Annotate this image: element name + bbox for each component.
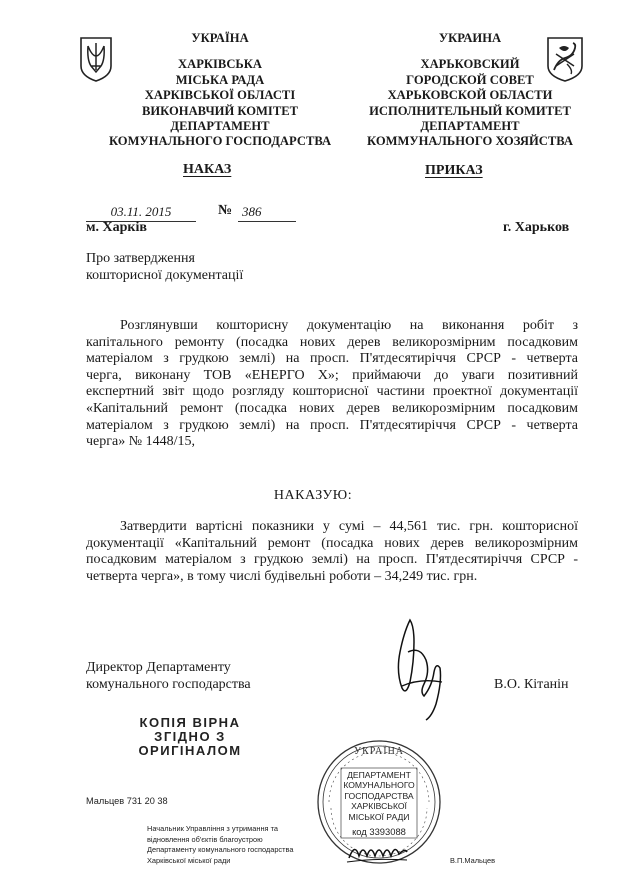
header-right-line: КОММУНАЛЬНОГО ХОЗЯЙСТВА — [367, 134, 573, 149]
signatory-name: В.О. Кітанін — [494, 677, 569, 692]
copy-stamp-line: ЗГІДНО З — [154, 729, 226, 744]
order-line: Затвердити вартісні показники у сумі – 44,561 тис. грн. кошторисної — [120, 519, 578, 534]
subject — [86, 250, 243, 284]
seal-inner-line: ДЕПАРТАМЕНТ — [347, 770, 411, 780]
seal-inner-text — [341, 770, 417, 822]
certifier-position-line: Начальник Управління з утримання та — [147, 824, 279, 833]
preamble-paragraph — [86, 318, 578, 451]
seal-inner-line: КОМУНАЛЬНОГО — [343, 780, 415, 791]
subject-line: кошторисної документації — [86, 268, 244, 283]
preamble-line: «Капітальний ремонт (посадка нових дерев великорозмірним посадковим — [86, 400, 578, 416]
order-line: посадковим матеріалом з грудкою землі) на просп. П'ятдесятиріччя СРСР - — [86, 552, 578, 568]
certifier-position-line: Харківської міської ради — [147, 855, 231, 865]
header-right-line: ДЕПАРТАМЕНТ — [420, 119, 520, 134]
seal-ring-text: УКРАЇНА — [353, 746, 405, 757]
certifier-name: В.П.Мальцев — [450, 856, 496, 865]
header-left-line: ХАРКІВСЬКА — [178, 57, 262, 72]
certifier-position-line: відновлення об'єктів благоустрою — [147, 834, 263, 844]
header-right — [350, 31, 590, 150]
header-right-country: УКРАИНА — [438, 31, 502, 45]
city-right: г. Харьков — [503, 220, 570, 235]
seal-inner-line: ХАРКІВСЬКОЇ — [351, 801, 407, 812]
handwritten-signature — [380, 612, 460, 724]
seal-code: код 3393088 — [352, 826, 406, 837]
header-left-line: МІСЬКА РАДА — [175, 72, 265, 87]
header-left-country: УКРАЇНА — [191, 31, 249, 45]
header-left-line: КОМУНАЛЬНОГО ГОСПОДАРСТВА — [108, 134, 332, 149]
doc-type-right: ПРИКАЗ — [425, 163, 483, 178]
order-paragraph — [86, 519, 578, 585]
header-right-line: ХАРЬКОВСКИЙ — [420, 57, 520, 72]
signatory-position-line: Директор Департаменту — [86, 660, 231, 675]
certifier-position — [147, 824, 322, 866]
preamble-line: експертний звіт щодо розгляду кошторисної частини проектної документації — [86, 384, 578, 400]
copy-stamp-line: КОПІЯ ВІРНА — [139, 715, 241, 730]
order-number-label: № — [218, 203, 233, 218]
certifier-signature — [345, 838, 411, 866]
preamble-line: матеріалом з грудкою землі) на просп. П'ятдесятиріччя СРСР - четверта — [86, 417, 578, 433]
executor-contact: Мальцев 731 20 38 — [86, 796, 168, 806]
copy-certification-stamp — [120, 716, 260, 758]
header-right-line: ИСПОЛНИТЕЛЬНЫЙ КОМИТЕТ — [369, 103, 571, 118]
copy-stamp-line: ОРИГІНАЛОМ — [138, 743, 242, 758]
order-line: документації «Капітальний ремонт (посадка нових дерев великорозмірним — [86, 535, 578, 551]
order-number: 386 — [238, 204, 296, 222]
certifier-position-line: Департаменту комунального господарства — [147, 845, 294, 855]
city-left: м. Харків — [86, 220, 147, 235]
doc-type-left: НАКАЗ — [183, 162, 232, 177]
preamble-line: матеріалом з грудкою землі) на просп. П'ятдесятиріччя СРСР - четверта — [86, 351, 578, 367]
preamble-line: черга, виконану ТОВ «ЕНЕРГО Х»; приймаючи до уваги позитивний — [86, 367, 578, 383]
seal-inner-line: МІСЬКОЇ РАДИ — [348, 811, 410, 822]
order-word: НАКАЗУЮ: — [273, 488, 353, 503]
preamble-line: капітального ремонту (посадка нових дерев великорозмірним посадковим — [86, 334, 578, 350]
subject-line: Про затвердження — [86, 251, 195, 266]
preamble-line: черга» № 1448/15, — [86, 434, 195, 450]
order-date: 03.11. 2015 — [86, 204, 196, 222]
header-left — [100, 31, 340, 150]
header-right-line: ГОРОДСКОЙ СОВЕТ — [406, 72, 534, 87]
header-left-line: ВИКОНАВЧИЙ КОМІТЕТ — [141, 103, 299, 118]
order-line: четверта черга», в тому числі будівельні роботи – 34,249 тис. грн. — [86, 568, 478, 584]
header-left-line: ХАРКІВСЬКОЇ ОБЛАСТІ — [144, 88, 296, 103]
header-right-line: ХАРЬКОВСКОЙ ОБЛАСТИ — [387, 88, 553, 103]
signatory-position-line: комунального господарства — [86, 677, 251, 692]
signatory-position — [86, 659, 251, 693]
seal-inner-line: ГОСПОДАРСТВА — [344, 790, 414, 801]
preamble-line: Розглянувши кошторисну документацію на виконання робіт з — [120, 318, 578, 333]
header-left-line: ДЕПАРТАМЕНТ — [170, 119, 270, 134]
